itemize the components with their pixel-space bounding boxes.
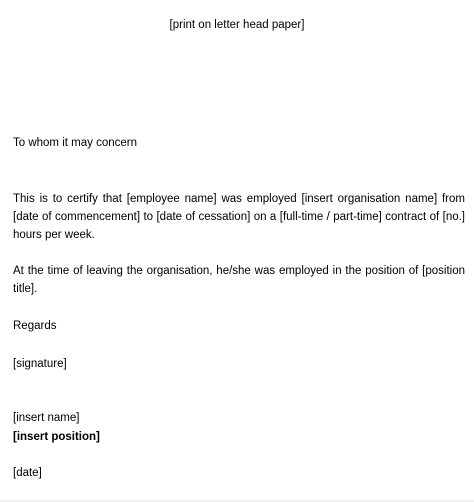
salutation: To whom it may concern bbox=[13, 137, 137, 149]
signature-placeholder: [signature] bbox=[13, 358, 67, 370]
body-paragraph-2: At the time of leaving the organisation, he/she was employed in the position of [position title]. bbox=[13, 265, 465, 295]
sender-name: [insert name] bbox=[13, 412, 80, 424]
sender-position: [insert position] bbox=[13, 431, 100, 443]
letter-date: [date] bbox=[13, 467, 42, 479]
body-paragraph-1: This is to certify that [employee name] was employed [insert organisation name] from [date of commencement] to [date of cessation] on a [full-time / part-time] contract of [no.] hours per week. bbox=[13, 193, 465, 241]
letterhead-note: [print on letter head paper] bbox=[169, 19, 305, 31]
closing: Regards bbox=[13, 320, 57, 332]
